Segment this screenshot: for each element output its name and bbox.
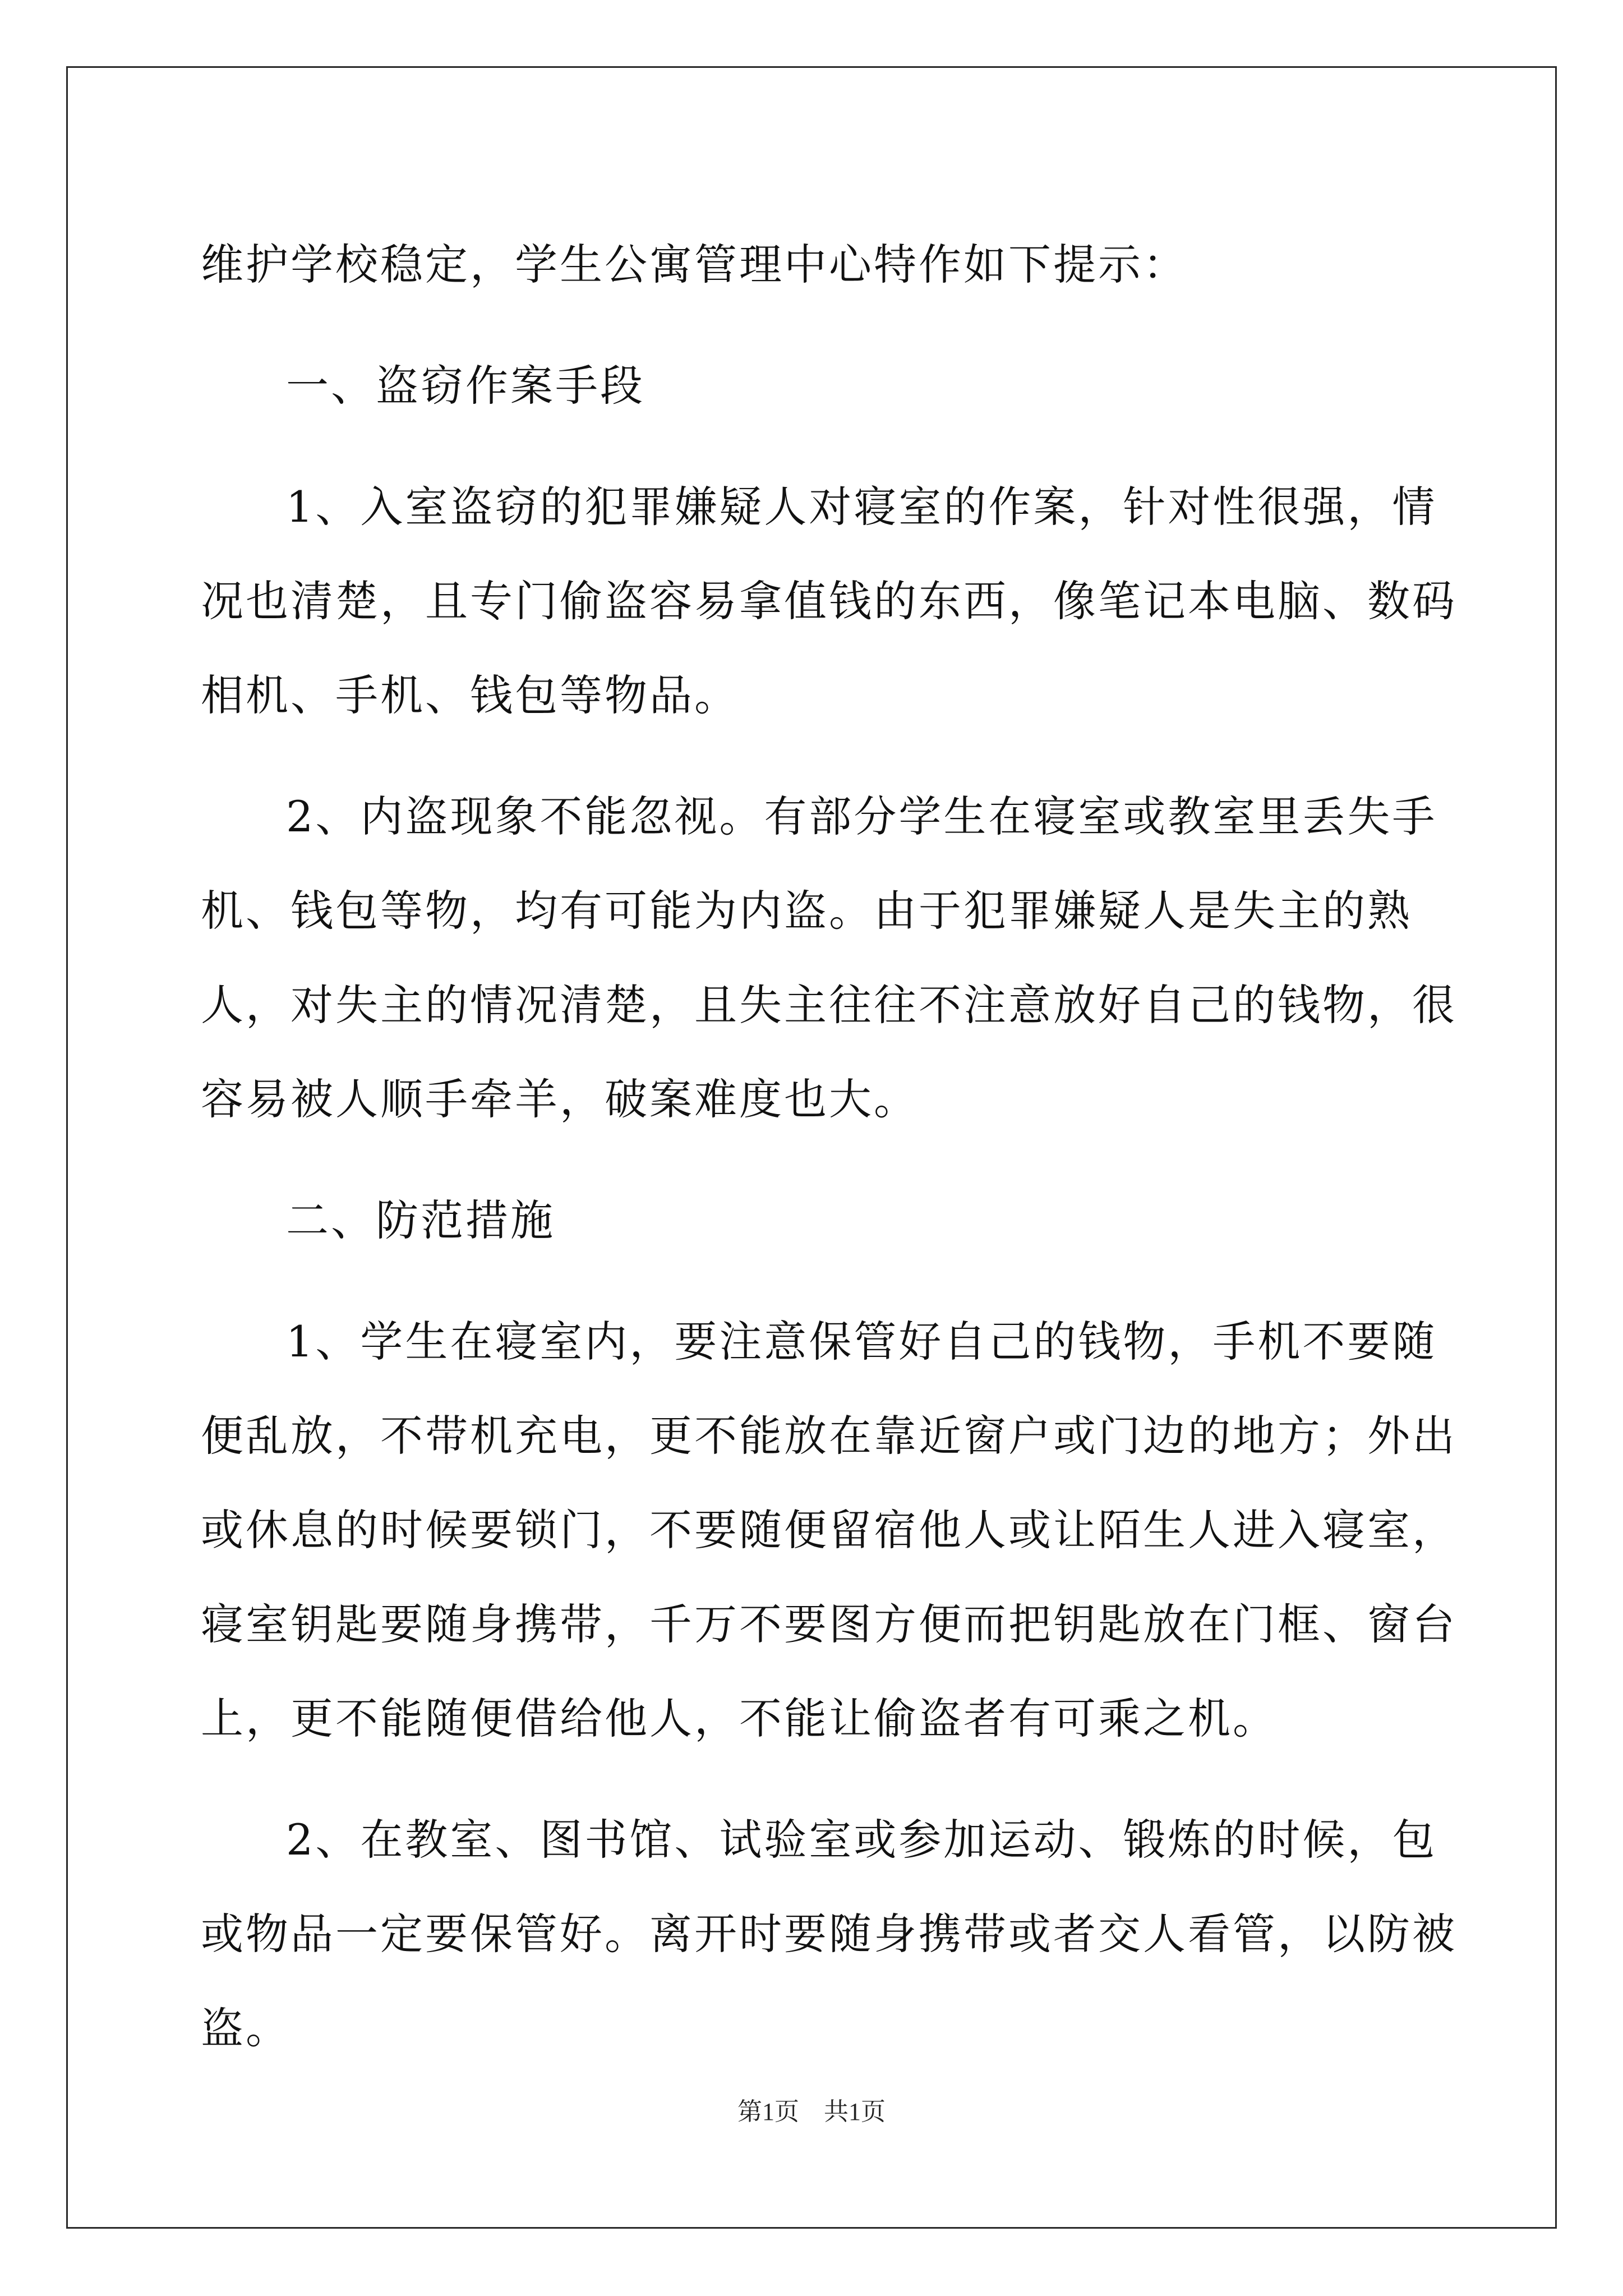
paragraph-dorm-prevention: 1、学生在寝室内，要注意保管好自己的钱物，手机不要随便乱放，不带机充电，更不能放在靠近窗户或门边的地方；外出或休息的时候要锁门，不要随便留宿他人或让陌生人进入寝室，寝室钥匙要随身携带，千万不要图方便而把钥匙放在门框、窗台上，更不能随便借给他人，不能让偷盗者有可乘之机。 [201,1317,1457,1743]
section-heading-prevention: 二、防范措施 [286,1195,555,1245]
paragraph-internal-theft: 2、内盗现象不能忽视。有部分学生在寝室或教室里丢失手机、钱包等物，均有可能为内盗。由于犯罪嫌疑人是失主的熟人，对失主的情况清楚，且失主往往不注意放好自己的钱物，很容易被人顺手牵羊，破案难度也大。 [201,792,1457,1124]
document-body [201,218,1457,2102]
paragraph-public-places-prevention: 2、在教室、图书馆、试验室或参加运动、锻炼的时候，包或物品一定要保管好。离开时要随身携带或者交人看管，以防被盗。 [201,1815,1457,2053]
section-heading-theft-methods: 一、盗窃作案手段 [286,361,645,411]
paragraph-intro: 维护学校稳定，学生公寓管理中心特作如下提示： [201,240,1188,289]
page-footer [0,2091,1623,2127]
paragraph-break-in-theft: 1、入室盗窃的犯罪嫌疑人对寝室的作案，针对性很强，情况也清楚，且专门偷盗容易拿值钱的东西，像笔记本电脑、数码相机、手机、钱包等物品。 [201,482,1457,720]
page-total: 共1页 [824,2098,886,2125]
page-number: 第1页 [737,2098,799,2125]
